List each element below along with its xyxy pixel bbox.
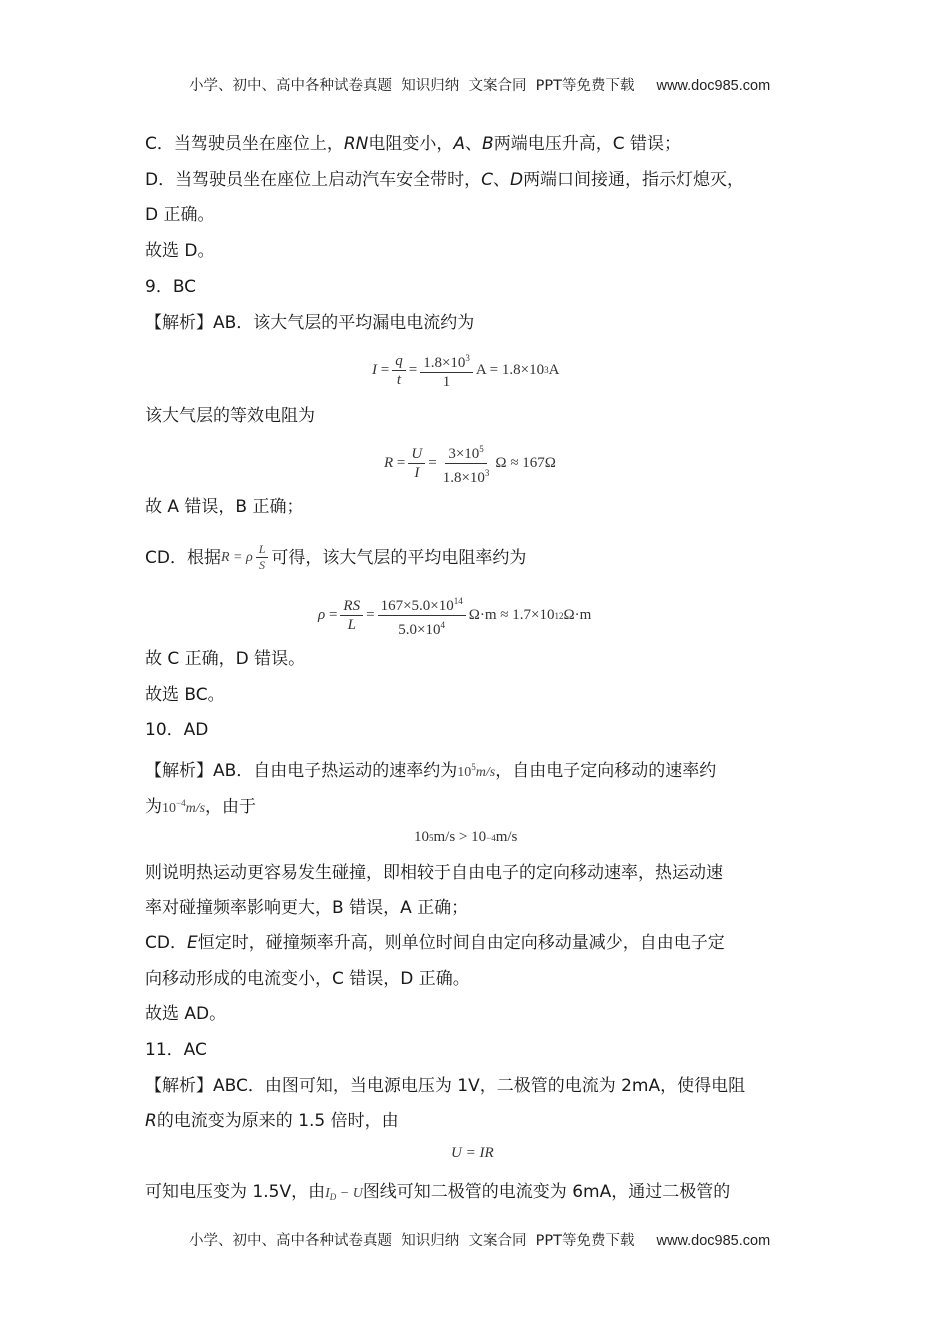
q10-text-line1: 则说明热运动更容易发生碰撞，即相较于自由电子的定向移动速率，热运动速 — [145, 863, 723, 883]
page-footer — [0, 1213, 950, 1250]
q11-analysis-line3: 可知电压变为 1.5V，由$I_D - U$图线可知二极管的电流变为 6mA，通过二极管的 — [145, 1182, 731, 1202]
q9-answer: 9．BC — [145, 277, 197, 297]
q11-answer: 11．AC — [145, 1040, 207, 1060]
q10-analysis-ab-line1: 【解析】AB．自由电子热运动的速率约为$10^5m/s$，自由电子定向移动的速率约 — [145, 761, 717, 781]
page-header — [0, 58, 950, 95]
q10-analysis-cd-line1: CD．E恒定时，碰撞频率升高，则单位时间自由定向移动量减少，自由电子定 — [145, 933, 725, 953]
footer-title: 小学、初中、高中各种试卷真题 知识归纳 文案合同 PPT等免费下载 — [189, 1233, 635, 1249]
q8-option-d-line2: D 正确。 — [145, 205, 215, 225]
q9-equation-resistance: R = $\frac{U}{I}$ = $\frac{3\times 10^5}{1.8\times 10^3}$ Ω ≈ 167Ω — [384, 441, 556, 486]
header-title: 小学、初中、高中各种试卷真题 知识归纳 文案合同 PPT等免费下载 — [189, 78, 635, 94]
q10-answer: 10．AD — [145, 720, 209, 740]
q9-cd-result: 故 C 正确，D 错误。 — [145, 649, 306, 669]
header-url[interactable]: www.doc985.com — [656, 78, 771, 94]
q10-inequality: 10 5 m/s > 10 −4 m/s — [414, 829, 518, 845]
q10-text-line2: 率对碰撞频率影响更大，B 错误，A 正确； — [145, 898, 469, 918]
q11-analysis-line1: 【解析】ABC．由图可知，当电源电压为 1V，二极管的电流为 2mA，使得电阻 — [145, 1076, 746, 1096]
q10-analysis-ab-line2: 为$10^{-4}m/s$，由于 — [145, 797, 257, 817]
q9-analysis-cd: CD．根据 R = ρ $\frac{L}{S}$ 可得，该大气层的平均电阻率约为 — [145, 542, 527, 572]
q8-option-d: D．当驾驶员坐在座位上启动汽车安全带时，C、D两端口间接通，指示灯熄灭， — [145, 170, 745, 190]
q9-choice: 故选 BC。 — [145, 685, 225, 705]
q8-option-c: C．当驾驶员坐在座位上，RN电阻变小，A、B两端电压升高，C 错误； — [145, 134, 681, 154]
q9-equation-resistivity: ρ = $\frac{RS}{L}$ = $\frac{167\times 5.0\times 10^{14}}{5.0\times 10^4}$ Ω·m ≈ 1.7×10 12 Ω·m — [318, 593, 591, 638]
q11-equation: U = IR — [451, 1145, 494, 1161]
q10-analysis-cd-line2: 向移动形成的电流变小，C 错误，D 正确。 — [145, 969, 470, 989]
q11-analysis-line2: R的电流变为原来的 1.5 倍时，由 — [145, 1111, 399, 1131]
q10-choice: 故选 AD。 — [145, 1004, 227, 1024]
q9-ab-result: 故 A 错误，B 正确； — [145, 497, 304, 517]
q9-analysis-ab: 【解析】AB．该大气层的平均漏电电流约为 — [145, 313, 475, 333]
q9-equation-current: I = $\frac{q}{t}$ = $\frac{1.8\times 10^3}{1}$ A = 1.8×10 3 A — [372, 350, 559, 390]
q8-choice: 故选 D。 — [145, 241, 215, 261]
q9-resistance-text: 该大气层的等效电阻为 — [145, 406, 315, 426]
footer-url[interactable]: www.doc985.com — [656, 1233, 771, 1249]
